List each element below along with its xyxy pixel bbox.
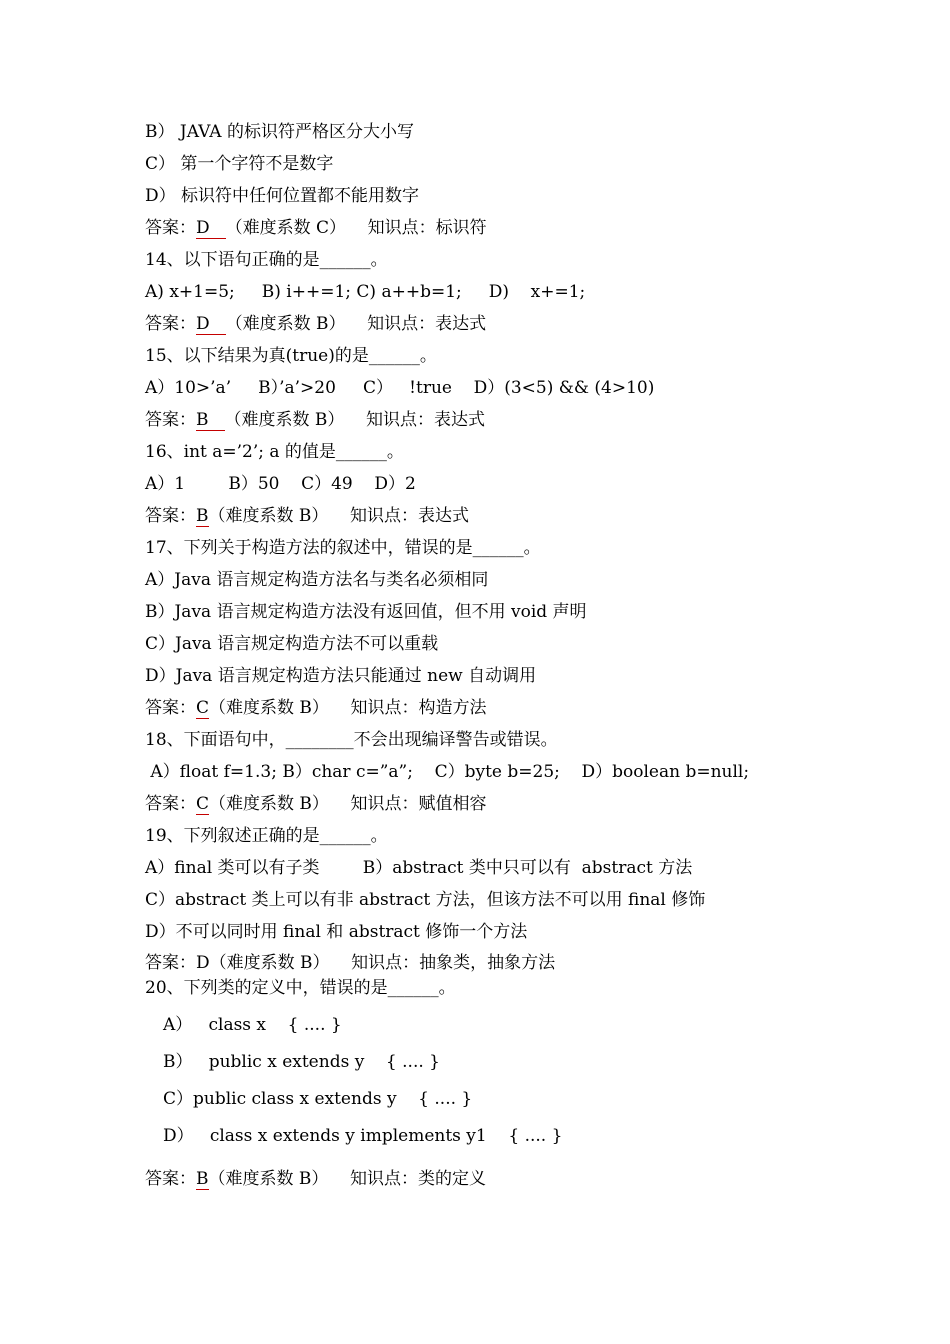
answer-meta: （难度系数 B） 知识点：构造方法 [209, 698, 487, 718]
q20-answer [145, 1168, 486, 1190]
q20-stem: 20、下列类的定义中，错误的是______。 [145, 978, 456, 998]
q14-options: A) x+1=5; B) i++=1; C) a++b=1; D) x+=1; [145, 282, 586, 302]
q19-stem: 19、下列叙述正确的是______。 [145, 826, 388, 846]
answer-value: D [196, 314, 226, 335]
q17-option-c: C）Java 语言规定构造方法不可以重载 [145, 634, 439, 654]
q14-stem: 14、以下语句正确的是______。 [145, 250, 388, 270]
q17-stem: 17、下列关于构造方法的叙述中，错误的是______。 [145, 538, 541, 558]
q17-answer [145, 697, 487, 719]
answer-meta: （难度系数 B） 知识点：表达式 [224, 410, 486, 430]
answer-prefix: 答案： [145, 1169, 196, 1189]
q16-answer [145, 505, 469, 527]
answer-meta: （难度系数 B） 知识点：赋值相容 [209, 794, 487, 814]
q17-option-b: B）Java 语言规定构造方法没有返回值，但不用 void 声明 [145, 602, 587, 622]
q13-option-d: D） 标识符中任何位置都不能用数字 [145, 186, 420, 206]
q13-option-b: B） JAVA 的标识符严格区分大小写 [145, 122, 414, 142]
answer-value: D [196, 218, 226, 239]
q13-answer [145, 217, 487, 239]
answer-meta: （难度系数 B） 知识点：表达式 [225, 314, 487, 334]
answer-value: C [196, 794, 210, 814]
answer-value: B [196, 1169, 209, 1189]
answer-meta: （难度系数 B） 知识点：表达式 [208, 506, 470, 526]
q15-options: A）10>’a’ B）’a’>20 C） !true D）(3<5) && (4>10) [145, 378, 655, 398]
answer-prefix: 答案： [145, 506, 196, 526]
q19-answer: 答案：D（难度系数 B） 知识点：抽象类，抽象方法 [145, 953, 556, 973]
answer-prefix: 答案： [145, 410, 196, 430]
answer-value: C [196, 698, 210, 718]
q18-answer [145, 793, 487, 815]
q20-option-c: C）public class x extends y { .... } [163, 1089, 473, 1109]
q17-option-a: A）Java 语言规定构造方法名与类名必须相同 [145, 570, 489, 590]
q19-option-d: D）不可以同时用 final 和 abstract 修饰一个方法 [145, 922, 528, 942]
q13-option-c: C） 第一个字符不是数字 [145, 154, 334, 174]
q17-option-d: D）Java 语言规定构造方法只能通过 new 自动调用 [145, 666, 537, 686]
answer-prefix: 答案： [145, 698, 196, 718]
answer-value: B [196, 410, 225, 431]
q16-stem: 16、int a=’2’; a 的值是______。 [145, 442, 404, 462]
answer-prefix: 答案： [145, 218, 196, 238]
q18-stem: 18、下面语句中，________不会出现编译警告或错误。 [145, 730, 558, 750]
answer-prefix: 答案： [145, 314, 196, 334]
q18-options: A）float f=1.3; B）char c=”a”; C）byte b=25; D）boolean b=null; [145, 762, 750, 782]
q15-answer [145, 409, 485, 431]
q15-stem: 15、以下结果为真(true)的是______。 [145, 346, 437, 366]
q16-options: A）1 B）50 C）49 D）2 [145, 474, 416, 494]
answer-meta: （难度系数 C） 知识点：标识符 [225, 218, 487, 238]
q14-answer [145, 313, 486, 335]
answer-value: B [196, 506, 209, 526]
answer-meta: （难度系数 B） 知识点：类的定义 [208, 1169, 487, 1189]
q20-option-b: B） public x extends y { .... } [163, 1052, 440, 1072]
q19-option-c: C）abstract 类上可以有非 abstract 方法，但该方法不可以用 final 修饰 [145, 890, 706, 910]
q20-option-a: A） class x { .... } [163, 1015, 342, 1035]
q19-option-ab: A）final 类可以有子类 B）abstract 类中只可以有 abstract 方法 [145, 858, 693, 878]
answer-prefix: 答案： [145, 794, 196, 814]
q20-option-d: D） class x extends y implements y1 { .... } [163, 1126, 563, 1146]
